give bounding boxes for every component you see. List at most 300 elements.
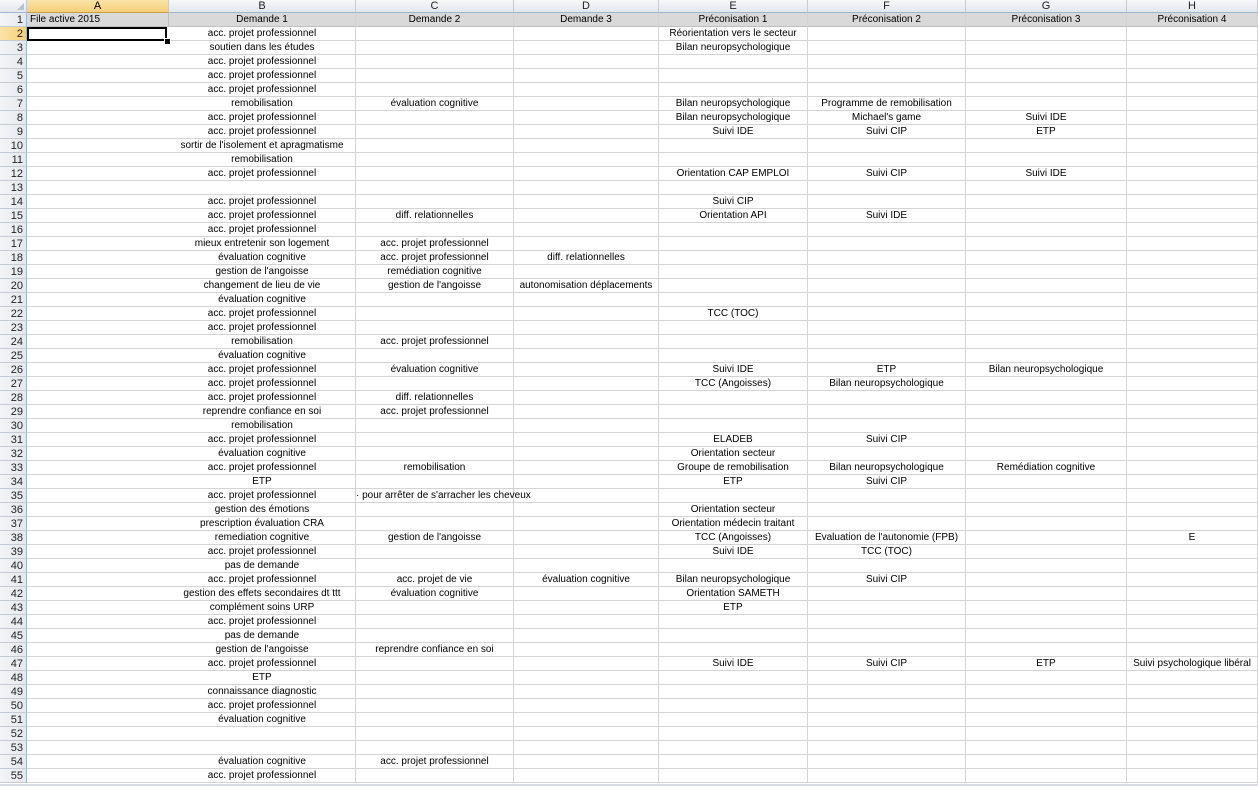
cell-g16[interactable] <box>966 223 1127 237</box>
cell-d41[interactable]: évaluation cognitive <box>514 573 659 587</box>
cell-c17[interactable]: acc. projet professionnel <box>356 237 514 251</box>
cell-d7[interactable] <box>514 97 659 111</box>
cell-h44[interactable] <box>1127 615 1258 629</box>
cell-b24[interactable]: remobilisation <box>169 335 356 349</box>
cell-g20[interactable] <box>966 279 1127 293</box>
cell-f22[interactable] <box>808 307 966 321</box>
cell-d10[interactable] <box>514 139 659 153</box>
cell-c41[interactable]: acc. projet de vie <box>356 573 514 587</box>
cell-b18[interactable]: évaluation cognitive <box>169 251 356 265</box>
cell-d17[interactable] <box>514 237 659 251</box>
cell-f25[interactable] <box>808 349 966 363</box>
row-header-2[interactable]: 2 <box>0 27 27 41</box>
cell-g14[interactable] <box>966 195 1127 209</box>
cell-g4[interactable] <box>966 55 1127 69</box>
cell-f7[interactable]: Programme de remobilisation <box>808 97 966 111</box>
row-header-35[interactable]: 35 <box>0 489 27 503</box>
cell-d43[interactable] <box>514 601 659 615</box>
cell-g43[interactable] <box>966 601 1127 615</box>
cell-e9[interactable]: Suivi IDE <box>659 125 808 139</box>
cell-b14[interactable]: acc. projet professionnel <box>169 195 356 209</box>
cell-e29[interactable] <box>659 405 808 419</box>
cell-g21[interactable] <box>966 293 1127 307</box>
cell-a41[interactable] <box>27 573 169 587</box>
cell-b2[interactable]: acc. projet professionnel <box>169 27 356 41</box>
cell-h40[interactable] <box>1127 559 1258 573</box>
column-header-e[interactable]: E <box>659 0 808 13</box>
cell-a55[interactable] <box>27 769 169 783</box>
cell-e16[interactable] <box>659 223 808 237</box>
cell-g24[interactable] <box>966 335 1127 349</box>
cell-b39[interactable]: acc. projet professionnel <box>169 545 356 559</box>
cell-h25[interactable] <box>1127 349 1258 363</box>
cell-h29[interactable] <box>1127 405 1258 419</box>
cell-d6[interactable] <box>514 83 659 97</box>
cell-a9[interactable] <box>27 125 169 139</box>
cell-g25[interactable] <box>966 349 1127 363</box>
cell-f48[interactable] <box>808 671 966 685</box>
cell-b46[interactable]: gestion de l'angoisse <box>169 643 356 657</box>
cell-d4[interactable] <box>514 55 659 69</box>
cell-d46[interactable] <box>514 643 659 657</box>
cell-g34[interactable] <box>966 475 1127 489</box>
cell-d45[interactable] <box>514 629 659 643</box>
cell-e48[interactable] <box>659 671 808 685</box>
fill-handle[interactable] <box>164 38 171 45</box>
cell-c26[interactable]: évaluation cognitive <box>356 363 514 377</box>
row-header-33[interactable]: 33 <box>0 461 27 475</box>
cell-h36[interactable] <box>1127 503 1258 517</box>
cell-b20[interactable]: changement de lieu de vie <box>169 279 356 293</box>
header-cell-f[interactable]: Préconisation 2 <box>808 13 966 27</box>
cell-e21[interactable] <box>659 293 808 307</box>
cell-c4[interactable] <box>356 55 514 69</box>
cell-h20[interactable] <box>1127 279 1258 293</box>
cell-h50[interactable] <box>1127 699 1258 713</box>
cell-d47[interactable] <box>514 657 659 671</box>
cell-h46[interactable] <box>1127 643 1258 657</box>
cell-a18[interactable] <box>27 251 169 265</box>
cell-b52[interactable] <box>169 727 356 741</box>
cell-b4[interactable]: acc. projet professionnel <box>169 55 356 69</box>
cell-b43[interactable]: complément soins URP <box>169 601 356 615</box>
row-header-6[interactable]: 6 <box>0 83 27 97</box>
cell-a51[interactable] <box>27 713 169 727</box>
cell-c27[interactable] <box>356 377 514 391</box>
cell-g48[interactable] <box>966 671 1127 685</box>
cell-h32[interactable] <box>1127 447 1258 461</box>
cell-b23[interactable]: acc. projet professionnel <box>169 321 356 335</box>
cell-b47[interactable]: acc. projet professionnel <box>169 657 356 671</box>
cell-f3[interactable] <box>808 41 966 55</box>
cell-e26[interactable]: Suivi IDE <box>659 363 808 377</box>
cell-h33[interactable] <box>1127 461 1258 475</box>
column-header-d[interactable]: D <box>514 0 659 13</box>
cell-a17[interactable] <box>27 237 169 251</box>
cell-c18[interactable]: acc. projet professionnel <box>356 251 514 265</box>
cell-b5[interactable]: acc. projet professionnel <box>169 69 356 83</box>
cell-h6[interactable] <box>1127 83 1258 97</box>
row-header-28[interactable]: 28 <box>0 391 27 405</box>
cell-b42[interactable]: gestion des effets secondaires dt ttt <box>169 587 356 601</box>
row-header-23[interactable]: 23 <box>0 321 27 335</box>
cell-g23[interactable] <box>966 321 1127 335</box>
row-header-29[interactable]: 29 <box>0 405 27 419</box>
cell-e44[interactable] <box>659 615 808 629</box>
cell-d19[interactable] <box>514 265 659 279</box>
cell-a46[interactable] <box>27 643 169 657</box>
row-header-55[interactable]: 55 <box>0 769 27 783</box>
cell-f35[interactable] <box>808 489 966 503</box>
cell-h41[interactable] <box>1127 573 1258 587</box>
cell-g2[interactable] <box>966 27 1127 41</box>
cell-f9[interactable]: Suivi CIP <box>808 125 966 139</box>
cell-d22[interactable] <box>514 307 659 321</box>
cell-a22[interactable] <box>27 307 169 321</box>
cell-b6[interactable]: acc. projet professionnel <box>169 83 356 97</box>
cell-e54[interactable] <box>659 755 808 769</box>
cell-c40[interactable] <box>356 559 514 573</box>
cell-e51[interactable] <box>659 713 808 727</box>
cell-a26[interactable] <box>27 363 169 377</box>
cell-e20[interactable] <box>659 279 808 293</box>
cell-c48[interactable] <box>356 671 514 685</box>
cell-d25[interactable] <box>514 349 659 363</box>
row-header-37[interactable]: 37 <box>0 517 27 531</box>
row-header-8[interactable]: 8 <box>0 111 27 125</box>
cell-f41[interactable]: Suivi CIP <box>808 573 966 587</box>
cell-c10[interactable] <box>356 139 514 153</box>
cell-g5[interactable] <box>966 69 1127 83</box>
cell-c45[interactable] <box>356 629 514 643</box>
cell-b17[interactable]: mieux entretenir son logement <box>169 237 356 251</box>
cell-h23[interactable] <box>1127 321 1258 335</box>
cell-a2[interactable] <box>27 27 169 41</box>
cell-e10[interactable] <box>659 139 808 153</box>
cell-h18[interactable] <box>1127 251 1258 265</box>
cell-g19[interactable] <box>966 265 1127 279</box>
cell-f45[interactable] <box>808 629 966 643</box>
row-header-20[interactable]: 20 <box>0 279 27 293</box>
cell-d36[interactable] <box>514 503 659 517</box>
cell-c9[interactable] <box>356 125 514 139</box>
cell-c51[interactable] <box>356 713 514 727</box>
cell-c53[interactable] <box>356 741 514 755</box>
cell-g46[interactable] <box>966 643 1127 657</box>
cell-e27[interactable]: TCC (Angoisses) <box>659 377 808 391</box>
cell-c44[interactable] <box>356 615 514 629</box>
cell-c28[interactable]: diff. relationnelles <box>356 391 514 405</box>
cell-e43[interactable]: ETP <box>659 601 808 615</box>
cell-a43[interactable] <box>27 601 169 615</box>
cell-h21[interactable] <box>1127 293 1258 307</box>
cell-c25[interactable] <box>356 349 514 363</box>
row-header-49[interactable]: 49 <box>0 685 27 699</box>
cell-g55[interactable] <box>966 769 1127 783</box>
cell-e11[interactable] <box>659 153 808 167</box>
cell-f39[interactable]: TCC (TOC) <box>808 545 966 559</box>
cell-c52[interactable] <box>356 727 514 741</box>
cell-c12[interactable] <box>356 167 514 181</box>
cell-a16[interactable] <box>27 223 169 237</box>
cell-h39[interactable] <box>1127 545 1258 559</box>
cell-g8[interactable]: Suivi IDE <box>966 111 1127 125</box>
cell-h10[interactable] <box>1127 139 1258 153</box>
cell-h26[interactable] <box>1127 363 1258 377</box>
cell-e6[interactable] <box>659 83 808 97</box>
cell-b8[interactable]: acc. projet professionnel <box>169 111 356 125</box>
cell-b37[interactable]: prescription évaluation CRA <box>169 517 356 531</box>
cell-d28[interactable] <box>514 391 659 405</box>
cell-c14[interactable] <box>356 195 514 209</box>
cell-b45[interactable]: pas de demande <box>169 629 356 643</box>
row-header-53[interactable]: 53 <box>0 741 27 755</box>
cell-g49[interactable] <box>966 685 1127 699</box>
cell-e13[interactable] <box>659 181 808 195</box>
row-header-48[interactable]: 48 <box>0 671 27 685</box>
cell-h11[interactable] <box>1127 153 1258 167</box>
cell-h13[interactable] <box>1127 181 1258 195</box>
cell-g32[interactable] <box>966 447 1127 461</box>
row-header-9[interactable]: 9 <box>0 125 27 139</box>
cell-g22[interactable] <box>966 307 1127 321</box>
cell-b40[interactable]: pas de demande <box>169 559 356 573</box>
cell-c8[interactable] <box>356 111 514 125</box>
cell-b53[interactable] <box>169 741 356 755</box>
cell-b7[interactable]: remobilisation <box>169 97 356 111</box>
cell-e31[interactable]: ELADEB <box>659 433 808 447</box>
cell-f40[interactable] <box>808 559 966 573</box>
cell-b41[interactable]: acc. projet professionnel <box>169 573 356 587</box>
cell-f33[interactable]: Bilan neuropsychologique <box>808 461 966 475</box>
header-cell-h[interactable]: Préconisation 4 <box>1127 13 1258 27</box>
cell-a28[interactable] <box>27 391 169 405</box>
cell-c7[interactable]: évaluation cognitive <box>356 97 514 111</box>
cell-d42[interactable] <box>514 587 659 601</box>
cell-g42[interactable] <box>966 587 1127 601</box>
cell-b49[interactable]: connaissance diagnostic <box>169 685 356 699</box>
cell-g52[interactable] <box>966 727 1127 741</box>
cell-b13[interactable] <box>169 181 356 195</box>
cell-b21[interactable]: évaluation cognitive <box>169 293 356 307</box>
cell-b35[interactable]: acc. projet professionnel <box>169 489 356 503</box>
cell-d37[interactable] <box>514 517 659 531</box>
cell-d26[interactable] <box>514 363 659 377</box>
cell-h17[interactable] <box>1127 237 1258 251</box>
cell-d20[interactable]: autonomisation déplacements <box>514 279 659 293</box>
cell-c29[interactable]: acc. projet professionnel <box>356 405 514 419</box>
row-header-17[interactable]: 17 <box>0 237 27 251</box>
cell-e37[interactable]: Orientation médecin traitant <box>659 517 808 531</box>
cell-c21[interactable] <box>356 293 514 307</box>
cell-f6[interactable] <box>808 83 966 97</box>
row-header-47[interactable]: 47 <box>0 657 27 671</box>
cell-f28[interactable] <box>808 391 966 405</box>
cell-h12[interactable] <box>1127 167 1258 181</box>
row-header-14[interactable]: 14 <box>0 195 27 209</box>
cell-e18[interactable] <box>659 251 808 265</box>
row-header-18[interactable]: 18 <box>0 251 27 265</box>
cell-b16[interactable]: acc. projet professionnel <box>169 223 356 237</box>
cell-a39[interactable] <box>27 545 169 559</box>
cell-d15[interactable] <box>514 209 659 223</box>
cell-d29[interactable] <box>514 405 659 419</box>
cell-f32[interactable] <box>808 447 966 461</box>
cell-f43[interactable] <box>808 601 966 615</box>
cell-e14[interactable]: Suivi CIP <box>659 195 808 209</box>
cell-b33[interactable]: acc. projet professionnel <box>169 461 356 475</box>
cell-e40[interactable] <box>659 559 808 573</box>
cell-e15[interactable]: Orientation API <box>659 209 808 223</box>
cell-h54[interactable] <box>1127 755 1258 769</box>
cell-h4[interactable] <box>1127 55 1258 69</box>
cell-b26[interactable]: acc. projet professionnel <box>169 363 356 377</box>
cell-a53[interactable] <box>27 741 169 755</box>
cell-d34[interactable] <box>514 475 659 489</box>
cell-h49[interactable] <box>1127 685 1258 699</box>
cell-e23[interactable] <box>659 321 808 335</box>
cell-d8[interactable] <box>514 111 659 125</box>
cell-b9[interactable]: acc. projet professionnel <box>169 125 356 139</box>
cell-a5[interactable] <box>27 69 169 83</box>
cell-a10[interactable] <box>27 139 169 153</box>
cell-g41[interactable] <box>966 573 1127 587</box>
cell-h2[interactable] <box>1127 27 1258 41</box>
cell-e25[interactable] <box>659 349 808 363</box>
cell-f18[interactable] <box>808 251 966 265</box>
cell-c34[interactable] <box>356 475 514 489</box>
cell-e5[interactable] <box>659 69 808 83</box>
cell-f54[interactable] <box>808 755 966 769</box>
cell-g38[interactable] <box>966 531 1127 545</box>
cell-a27[interactable] <box>27 377 169 391</box>
cell-g7[interactable] <box>966 97 1127 111</box>
column-header-c[interactable]: C <box>356 0 514 13</box>
cell-d35[interactable] <box>514 489 659 503</box>
cell-g31[interactable] <box>966 433 1127 447</box>
cell-d9[interactable] <box>514 125 659 139</box>
row-header-16[interactable]: 16 <box>0 223 27 237</box>
cell-f31[interactable]: Suivi CIP <box>808 433 966 447</box>
cell-a52[interactable] <box>27 727 169 741</box>
cell-e3[interactable]: Bilan neuropsychologique <box>659 41 808 55</box>
cell-b51[interactable]: évaluation cognitive <box>169 713 356 727</box>
cell-b3[interactable]: soutien dans les études <box>169 41 356 55</box>
cell-d55[interactable] <box>514 769 659 783</box>
cell-e7[interactable]: Bilan neuropsychologique <box>659 97 808 111</box>
cell-e8[interactable]: Bilan neuropsychologique <box>659 111 808 125</box>
cell-b54[interactable]: évaluation cognitive <box>169 755 356 769</box>
cell-g35[interactable] <box>966 489 1127 503</box>
cell-c20[interactable]: gestion de l'angoisse <box>356 279 514 293</box>
cell-a31[interactable] <box>27 433 169 447</box>
row-header-51[interactable]: 51 <box>0 713 27 727</box>
cell-c6[interactable] <box>356 83 514 97</box>
cell-b38[interactable]: remediation cognitive <box>169 531 356 545</box>
cell-e53[interactable] <box>659 741 808 755</box>
cell-f26[interactable]: ETP <box>808 363 966 377</box>
cell-d31[interactable] <box>514 433 659 447</box>
cell-g15[interactable] <box>966 209 1127 223</box>
cell-f47[interactable]: Suivi CIP <box>808 657 966 671</box>
cell-a3[interactable] <box>27 41 169 55</box>
cell-d49[interactable] <box>514 685 659 699</box>
row-header-34[interactable]: 34 <box>0 475 27 489</box>
cell-g13[interactable] <box>966 181 1127 195</box>
cell-h27[interactable] <box>1127 377 1258 391</box>
header-cell-a[interactable]: File active 2015 <box>27 13 169 27</box>
cell-a44[interactable] <box>27 615 169 629</box>
cell-h14[interactable] <box>1127 195 1258 209</box>
cell-h28[interactable] <box>1127 391 1258 405</box>
cell-f2[interactable] <box>808 27 966 41</box>
cell-b48[interactable]: ETP <box>169 671 356 685</box>
cell-g11[interactable] <box>966 153 1127 167</box>
cell-f16[interactable] <box>808 223 966 237</box>
row-header-24[interactable]: 24 <box>0 335 27 349</box>
row-header-27[interactable]: 27 <box>0 377 27 391</box>
cell-g6[interactable] <box>966 83 1127 97</box>
row-header-40[interactable]: 40 <box>0 559 27 573</box>
cell-b29[interactable]: reprendre confiance en soi <box>169 405 356 419</box>
row-header-12[interactable]: 12 <box>0 167 27 181</box>
header-cell-d[interactable]: Demande 3 <box>514 13 659 27</box>
cell-a49[interactable] <box>27 685 169 699</box>
cell-f49[interactable] <box>808 685 966 699</box>
cell-b31[interactable]: acc. projet professionnel <box>169 433 356 447</box>
cell-f17[interactable] <box>808 237 966 251</box>
column-header-h[interactable]: H <box>1127 0 1258 13</box>
cell-h37[interactable] <box>1127 517 1258 531</box>
cell-e32[interactable]: Orientation secteur <box>659 447 808 461</box>
cell-d52[interactable] <box>514 727 659 741</box>
cell-d54[interactable] <box>514 755 659 769</box>
cell-c36[interactable] <box>356 503 514 517</box>
cell-g30[interactable] <box>966 419 1127 433</box>
cell-f23[interactable] <box>808 321 966 335</box>
cell-a30[interactable] <box>27 419 169 433</box>
cell-f34[interactable]: Suivi CIP <box>808 475 966 489</box>
cell-b22[interactable]: acc. projet professionnel <box>169 307 356 321</box>
cell-a21[interactable] <box>27 293 169 307</box>
cell-f37[interactable] <box>808 517 966 531</box>
cell-d2[interactable] <box>514 27 659 41</box>
cell-h31[interactable] <box>1127 433 1258 447</box>
cell-h22[interactable] <box>1127 307 1258 321</box>
cell-h45[interactable] <box>1127 629 1258 643</box>
cell-e46[interactable] <box>659 643 808 657</box>
cell-a37[interactable] <box>27 517 169 531</box>
row-header-46[interactable]: 46 <box>0 643 27 657</box>
cell-c43[interactable] <box>356 601 514 615</box>
cell-d40[interactable] <box>514 559 659 573</box>
cell-f15[interactable]: Suivi IDE <box>808 209 966 223</box>
cell-f10[interactable] <box>808 139 966 153</box>
cell-b44[interactable]: acc. projet professionnel <box>169 615 356 629</box>
row-header-1[interactable]: 1 <box>0 13 27 27</box>
cell-d53[interactable] <box>514 741 659 755</box>
cell-f44[interactable] <box>808 615 966 629</box>
cell-h35[interactable] <box>1127 489 1258 503</box>
cell-h52[interactable] <box>1127 727 1258 741</box>
cell-e36[interactable]: Orientation secteur <box>659 503 808 517</box>
cell-h9[interactable] <box>1127 125 1258 139</box>
cell-f5[interactable] <box>808 69 966 83</box>
cell-f30[interactable] <box>808 419 966 433</box>
cell-g39[interactable] <box>966 545 1127 559</box>
cell-a29[interactable] <box>27 405 169 419</box>
cell-c33[interactable]: remobilisation <box>356 461 514 475</box>
